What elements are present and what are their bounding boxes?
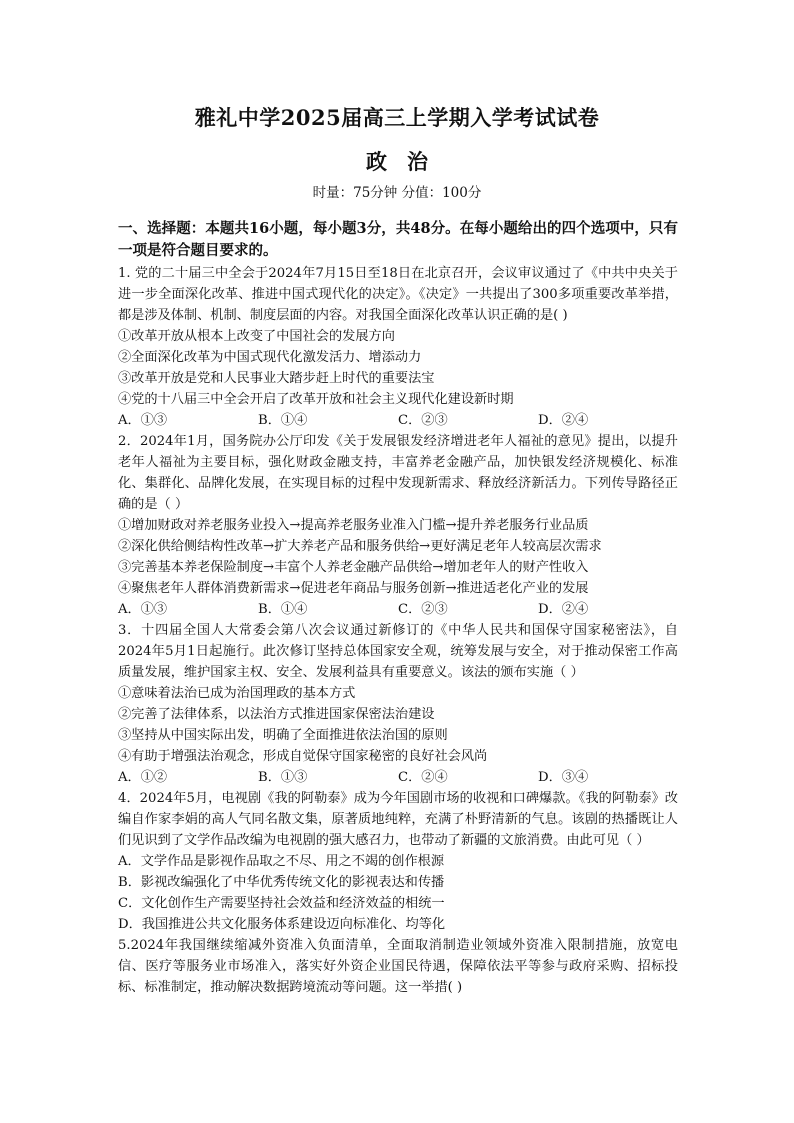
option-a: A．①② [118, 770, 168, 785]
option-d: D．③④ [538, 770, 589, 785]
exam-content [118, 218, 678, 998]
exam-title: 雅礼中学2025届高三上学期入学考试试卷 [194, 105, 600, 130]
option-c: C．②③ [398, 413, 448, 428]
statement-item: ③改革开放是党和人民事业大踏步赶上时代的重要法宝 [118, 371, 435, 386]
question-stem: 5.2024年我国继续缩减外资准入负面清单，全面取消制造业领域外资准入限制措施，放宽电信、医疗等服务业市场准入，落实好外资企业国民待遇，保障依法平等参与政府采购、招标投标、标准制定，推动解决数据跨境流动等问题。这一举措( ) [118, 938, 678, 995]
section-heading: 一、选择题：本题共16小题，每小题3分，共48分。在每小题给出的四个选项中，只有一项是符合题目要求的。 [118, 220, 678, 259]
statement-item: ①意味着法治已成为治国理政的基本方式 [118, 686, 356, 701]
time-score-info: 时量：75分钟 分值：100分 [312, 185, 482, 201]
question-5 [118, 935, 678, 998]
option-d: D．我国推进公共文化服务体系建设迈向标准化、均等化 [118, 917, 446, 932]
question-3 [118, 620, 678, 788]
option-b: B．①③ [258, 770, 308, 785]
option-a: A．①③ [118, 413, 168, 428]
answer-options [118, 767, 678, 788]
question-stem: 2．2024年1月，国务院办公厅印发《关于发展银发经济增进老年人福祉的意见》提出，以提升老年人福祉为主要目标，强化财政金融支持，丰富养老金融产品，加快银发经济规模化、标准化、集群化、品牌化发展，在实现目标的过程中发现新需求、释放经济新活力。下列传导路径正确的是（ ） [118, 434, 678, 512]
statement-item: ④聚焦老年人群体消费新需求→促进老年商品与服务创新→推进适老化产业的发展 [118, 581, 589, 596]
option-c: C．②③ [398, 602, 448, 617]
statement-item: ③完善基本养老保险制度→丰富个人养老金融产品供给→增加老年人的财产性收入 [118, 560, 589, 575]
statement-item: ②深化供给侧结构性改革→扩大养老产品和服务供给→更好满足老年人较高层次需求 [118, 539, 602, 554]
option-a: A．文学作品是影视作品取之不尽、用之不竭的创作根源 [118, 854, 445, 869]
statement-item: ③坚持从中国实际出发，明确了全面推进依法治国的原则 [118, 728, 448, 743]
statement-item: ①改革开放从根本上改变了中国社会的发展方向 [118, 329, 395, 344]
answer-options [118, 599, 678, 620]
option-d: D．②④ [538, 413, 589, 428]
statement-item: ①增加财政对养老服务业投入→提高养老服务业准入门槛→提升养老服务行业品质 [118, 518, 589, 533]
option-a: A．①③ [118, 602, 168, 617]
statement-item: ④党的十八届三中全会开启了改革开放和社会主义现代化建设新时期 [118, 392, 514, 407]
question-stem: 4．2024年5月，电视剧《我的阿勒泰》成为今年国剧市场的收视和口碑爆款。《我的阿勒泰》改编自作家李娟的高人气同名散文集，原著质地纯粹，充满了朴野清新的气息。该剧的热播既让人们见识到了文学作品改编为电视剧的强大感召力，也带动了新疆的文旅消费。由此可见（ ） [118, 791, 678, 848]
option-b: B．①④ [258, 413, 308, 428]
question-4 [118, 788, 678, 935]
option-c: C．②④ [398, 770, 448, 785]
option-c: C．文化创作生产需要坚持社会效益和经济效益的相统一 [118, 896, 445, 911]
question-stem: 1. 党的二十届三中全会于2024年7月15日至18日在北京召开，会议审议通过了《中共中央关于进一步全面深化改革、推进中国式现代化的决定》。《决定》一共提出了300多项重要改革举措，都是涉及体制、机制、制度层面的内容。对我国全面深化改革认识正确的是( ) [118, 266, 678, 323]
statement-item: ②全面深化改革为中国式现代化激发活力、增添动力 [118, 350, 422, 365]
answer-options [118, 410, 678, 431]
statement-item: ④有助于增强法治观念，形成自觉保守国家秘密的良好社会风尚 [118, 749, 488, 764]
option-d: D．②④ [538, 602, 589, 617]
question-1 [118, 263, 678, 431]
option-b: B．影视改编强化了中华优秀传统文化的影视表达和传播 [118, 875, 445, 890]
statement-item: ②完善了法律体系，以法治方式推进国家保密法治建设 [118, 707, 435, 722]
question-stem: 3．十四届全国人大常委会第八次会议通过新修订的《中华人民共和国保守国家秘密法》，自2024年5月1日起施行。此次修订坚持总体国家安全观，统筹发展与安全，对于推动保密工作高质量发展，维护国家主权、安全、发展利益具有重要意义。该法的颁布实施（ ） [118, 623, 678, 680]
question-2 [118, 431, 678, 620]
exam-subject: 政治 [366, 149, 448, 174]
option-b: B．①④ [258, 602, 308, 617]
